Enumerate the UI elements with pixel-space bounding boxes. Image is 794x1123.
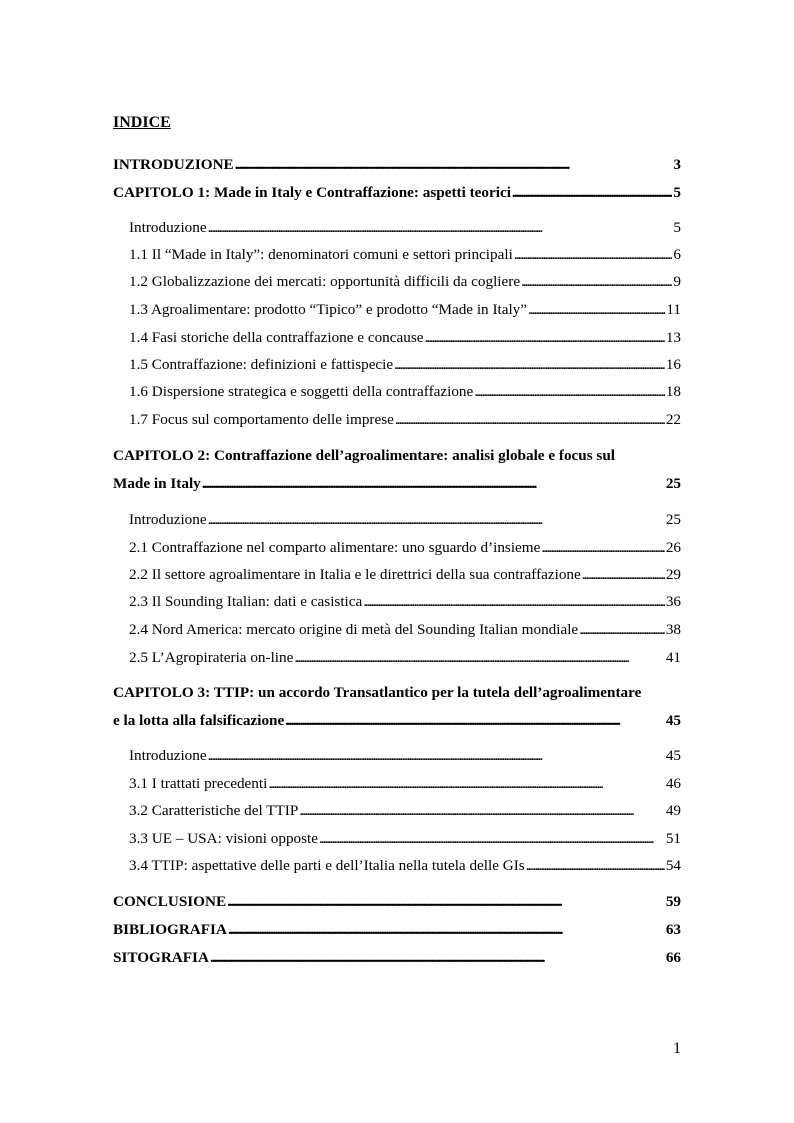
toc-entry-page: 13 [665, 329, 681, 346]
toc-entry-label: 1.2 Globalizzazione dei mercati: opportunità difficili da cogliere [129, 273, 521, 290]
toc-entry-3-3[interactable] [129, 829, 681, 849]
toc-entry-label: 2.5 L’Agropirateria on-line [129, 649, 294, 666]
toc-entry-page: 63 [665, 921, 681, 938]
dot-leader [294, 648, 664, 668]
toc-entry-1-1[interactable] [129, 245, 681, 265]
toc-entry-page: 26 [665, 539, 681, 556]
toc-entry-page: 51 [665, 830, 681, 847]
toc-entry-page: 25 [665, 475, 681, 492]
toc-entry-introduzione[interactable] [113, 155, 681, 175]
toc-entry-1-7[interactable] [129, 410, 681, 430]
toc-entry-2-1[interactable] [129, 538, 681, 558]
toc-entry-page: 11 [666, 301, 681, 318]
toc-entry-page: 59 [665, 893, 681, 910]
toc-entry-page: 3 [673, 156, 681, 173]
toc-entry-label: 1.6 Dispersione strategica e soggetti della contraffazione [129, 383, 474, 400]
toc-entry-label: e la lotta alla falsificazione [113, 712, 285, 729]
toc-entry-3-1[interactable] [129, 774, 681, 794]
toc-entry-page: 29 [665, 566, 681, 583]
toc-entry-page: 46 [665, 775, 681, 792]
toc-entry-label: 1.4 Fasi storiche della contraffazione e concause [129, 329, 424, 346]
toc-entry-page: 41 [665, 649, 681, 666]
toc-entry-page: 54 [665, 857, 681, 874]
toc-entry-2-3[interactable] [129, 592, 681, 612]
toc-entry-page: 45 [665, 712, 681, 729]
toc-entry-capitolo-3[interactable] [113, 711, 681, 731]
toc-entry-label: Made in Italy [113, 475, 201, 492]
toc-entry-capitolo-2[interactable] [113, 474, 681, 494]
toc-entry-2-2[interactable] [129, 565, 681, 585]
dot-leader [268, 774, 665, 794]
toc-entry-conclusione[interactable] [113, 892, 681, 912]
toc-entry-3-introduzione[interactable] [129, 746, 681, 766]
dot-leader [526, 856, 665, 876]
toc-entry-2-introduzione[interactable] [129, 510, 681, 530]
toc-entry-label: 3.4 TTIP: aspettative delle parti e dell’Italia nella tutela delle GIs [129, 857, 525, 874]
toc-entry-label: CAPITOLO 1: Made in Italy e Contraffazione: aspetti teorici [113, 184, 511, 201]
toc-entry-page: 5 [673, 184, 681, 201]
toc-entry-page: 49 [665, 802, 681, 819]
toc-entry-1-5[interactable] [129, 355, 681, 375]
toc-entry-capitolo-1[interactable] [113, 183, 681, 203]
toc-entry-page: 36 [665, 593, 681, 610]
dot-leader [210, 948, 665, 968]
toc-entry-label: 3.2 Caratteristiche del TTIP [129, 802, 299, 819]
toc-entry-label: Introduzione [129, 511, 207, 528]
toc-entry-page: 16 [665, 356, 681, 373]
toc-entry-2-4[interactable] [129, 620, 681, 640]
toc-entry-page: 38 [665, 621, 681, 638]
toc-entry-label: 1.3 Agroalimentare: prodotto “Tipico” e prodotto “Made in Italy” [129, 301, 528, 318]
dot-leader [208, 218, 673, 238]
dot-leader [582, 565, 665, 585]
toc-entry-2-5[interactable] [129, 648, 681, 668]
toc-entry-page: 18 [665, 383, 681, 400]
dot-leader [514, 245, 673, 265]
toc-entry-label: 2.1 Contraffazione nel comparto alimentare: uno sguardo d’insieme [129, 539, 541, 556]
toc-entry-page: 6 [673, 246, 681, 263]
dot-leader [521, 272, 672, 292]
dot-leader [512, 183, 672, 203]
toc-entry-1-introduzione[interactable] [129, 218, 681, 238]
toc-entry-label: 2.2 Il settore agroalimentare in Italia e le direttrici della sua contraffazione [129, 566, 581, 583]
toc-entry-label: 1.1 Il “Made in Italy”: denominatori comuni e settori principali [129, 246, 513, 263]
toc-entry-label: 1.7 Focus sul comportamento delle imprese [129, 411, 394, 428]
page-number: 1 [673, 1040, 681, 1057]
toc-entry-label: 3.3 UE – USA: visioni opposte [129, 830, 319, 847]
toc-entry-label: CONCLUSIONE [113, 893, 227, 910]
dot-leader [579, 620, 665, 640]
toc-entry-label: Introduzione [129, 747, 207, 764]
dot-leader [528, 300, 665, 320]
toc-entry-label: 2.4 Nord America: mercato origine di metà del Sounding Italian mondiale [129, 621, 579, 638]
dot-leader [208, 510, 665, 530]
toc-entry-1-4[interactable] [129, 328, 681, 348]
dot-leader [285, 711, 665, 731]
toc-entry-1-6[interactable] [129, 382, 681, 402]
dot-leader [202, 474, 665, 494]
toc-chapter-3-heading: CAPITOLO 3: TTIP: un accordo Transatlantico per la tutela dell’agroalimentare [113, 684, 642, 701]
dot-leader [228, 920, 665, 940]
toc-entry-1-3[interactable] [129, 300, 681, 320]
dot-leader [395, 410, 665, 430]
dot-leader [541, 538, 664, 558]
toc-entry-label: 3.1 I trattati precedenti [129, 775, 268, 792]
toc-entry-label: 2.3 Il Sounding Italian: dati e casistica [129, 593, 363, 610]
toc-entry-bibliografia[interactable] [113, 920, 681, 940]
toc-entry-page: 45 [665, 747, 681, 764]
toc-entry-sitografia[interactable] [113, 948, 681, 968]
dot-leader [474, 382, 665, 402]
dot-leader [299, 801, 665, 821]
dot-leader [394, 355, 665, 375]
dot-leader [208, 746, 665, 766]
toc-entry-page: 25 [665, 511, 681, 528]
toc-entry-1-2[interactable] [129, 272, 681, 292]
toc-entry-label: Introduzione [129, 219, 207, 236]
index-title: INDICE [113, 114, 171, 131]
toc-entry-label: INTRODUZIONE [113, 156, 234, 173]
toc-entry-page: 9 [673, 273, 681, 290]
toc-entry-label: 1.5 Contraffazione: definizioni e fattispecie [129, 356, 394, 373]
dot-leader [227, 892, 665, 912]
dot-leader [319, 829, 665, 849]
toc-chapter-2-heading: CAPITOLO 2: Contraffazione dell’agroalimentare: analisi globale e focus sul [113, 447, 616, 464]
toc-entry-page: 5 [673, 219, 681, 236]
toc-entry-3-2[interactable] [129, 801, 681, 821]
toc-entry-label: SITOGRAFIA [113, 949, 209, 966]
toc-entry-3-4[interactable] [129, 856, 681, 876]
toc-entry-page: 66 [665, 949, 681, 966]
dot-leader [425, 328, 665, 348]
toc-entry-label: BIBLIOGRAFIA [113, 921, 227, 938]
dot-leader [235, 155, 673, 175]
dot-leader [363, 592, 665, 612]
toc-entry-page: 22 [665, 411, 681, 428]
